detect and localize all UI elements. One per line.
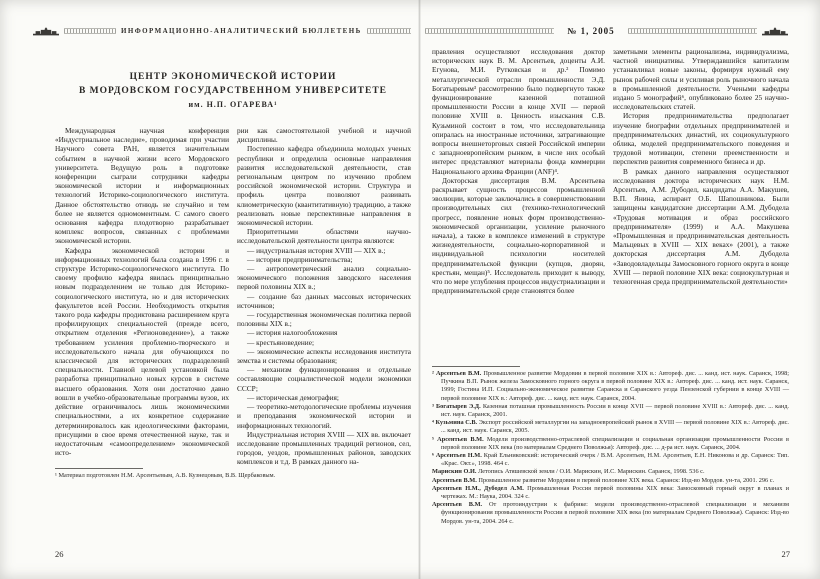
footnote-text: Экспорт российской металлургии на западноевропейский рынок в XVIII — первой половине XIX в.: Автореф. дис. ... канд. ист. наук. Саранск, 2005. — [441, 419, 789, 435]
journal-logo-icon — [762, 27, 788, 36]
footnote-text: Промышленное развитие Мордовии в первой половине XIX в.: Автореф. дис. ... канд. ист. наук. Саранск, 1998; Пучкина В.П. Рынок железа Замосковного горного округа в первой половине XIX в.: Автореф. дис. ... канд. ист. наук. Саранск, 1999; Гостина И.П. Социально-экономическое развитие Саранска и Саранского уезда Пензенской губернии в конце XVIII — первой половине XIX в.: Автореф. дис. ... канд. ист. наук. Саранск, 2004. — [441, 370, 789, 402]
footnote-text: Промышленное развитие Мордовии в первой половине XIX века. Саранск: Изд-во Мордов. ун-та, 2001. 296 с. — [476, 476, 775, 484]
article-paragraph: Кафедра экономической истории и информационных технологий была создана в 1996 г. в структуре Историко-социологического института. По своему профилю кафедра явилась принципиально новым подразделением не только для Историко-социологического института, но и для исторических факультетов всей России. Необходимость открытия такого рода кафедры продиктована расширением круга профилирующих специальностей (прежде всего, открытием отделения «Регионоведение»), а также требованием усиления проблемно-творческого и исследовательского начала для обучающихся по классической для исторических подразделений специальности. Главной целевой установкой была разработка принципиально новых курсов в системе высшего образования. Хотя они достаточно давно вошли в учебно-образовательные программы вузов, их действие ограничивалось лишь экономическими специальностями, а их конкретное содержание детерминировалось как идеологическими факторами, присущими в свое время отечественной науке, так и недостаточным «самоопределением» экономической исто- — [55, 245, 229, 458]
list-item-dash: — механизм функционирования и отдельные составляющие социалистической модели экономики СССР; — [237, 365, 411, 393]
article-title-line3: им. Н.П. ОГАРЕВА¹ — [188, 100, 278, 109]
footnote-author: Арсентьев Н.М., Дубодел А.М. — [432, 484, 524, 492]
footnote-author: ⁴ Кузьмина С.В. — [432, 419, 478, 427]
footnote-text: Казенная поташная промышленность России в конце XVII — первой половине XVIII в.: Автореф. дис. ... канд. ист. наук. Саранск, 2001. — [441, 402, 790, 419]
footnote-text: Модели производственно-отраслевой специализации и социальная организация промышленности России в первой половине XIX века (по материалам Среднего Поволжья): Автореф. дис. ... д-ра ист. наук. Саранск, 2004. — [441, 435, 789, 451]
article-paragraph: Приоритетными областями научно-исследовательской деятельности центра являются: — [237, 227, 411, 246]
footnote-entry — [432, 485, 789, 501]
article-paragraph: заметными элементы рационализма, индивидуализма, частной инициативы. Утверждавшийся капитализм устанавливал новые законы, формируя нужный ему рынок рабочей силы и усиливая роль рыночного начала в промышленной деятельности. Учеными кафедры издано 5 монографий⁶, опубликовано более 25 научно-исследовательских статей. — [613, 47, 789, 112]
footnote-entry — [432, 468, 789, 476]
footnote-author: Арсентьев В.М. — [432, 476, 477, 484]
article-paragraph: Докторская диссертация В.М. Арсентьева раскрывает сущность процессов промышленной эволюции, которые заключались в совершенствовании производительных сил (технико-технологический прогресс, появление новых форм производственно-экономической организации, усиление рыночного начала), а также в комплексе изменений в структуре жизнедеятельности, социально-корпоративной и индивидуальной психологии носителей предпринимательской функции (купцов, дворян, крестьян, мещан)⁵. Исследователь приходит к выводу, что по мере углубления процессов индустриализации и предпринимательской среде становятся более — [432, 175, 605, 296]
page27-column1 — [432, 47, 605, 365]
list-item-dash: — теоретико-методологические проблемы изучения и преподавания экономической истории и информационных технологий. — [237, 402, 411, 430]
footnote-author: ⁵ Арсентьев В.М. — [432, 435, 484, 443]
footnote-separator — [432, 366, 520, 367]
article-title-line1: ЦЕНТР ЭКОНОМИЧЕСКОЙ ИСТОРИИ — [129, 72, 337, 82]
article-title-line2: В МОРДОВСКОМ ГОСУДАРСТВЕННОМ УНИВЕРСИТЕТЕ — [78, 86, 388, 96]
footnote-author: ⁶ Арсентьев Н.М. — [432, 452, 482, 460]
footnote-author: Арсентьев В.М. — [432, 501, 483, 509]
list-item-dash: — история налогообложения — [247, 328, 338, 338]
article-paragraph: История предпринимательства предполагает изучение биографии отдельных предпринимателей и предпринимательских династий, их социокультурного облика, моделей предпринимательского поведения и трудовой мотивации, степени преемственности и перспектив развития современного бизнеса и др. — [613, 111, 789, 167]
list-item-dash: — создание баз данных массовых исторических источников; — [237, 291, 411, 310]
footnote-entry — [432, 370, 789, 403]
footnote-entry — [432, 436, 789, 452]
footnote-text: Край Ельниковский: исторический очерк / В.М. Арсентьев, Н.М. Арсентьев, Е.Н. Никонова и др. Саранск: Тип. «Крас. Окт.», 1998. 464 с. — [441, 452, 789, 468]
article-paragraph: рии как самостоятельной учебной и научной дисциплины. — [237, 126, 411, 145]
page27-footnotes — [432, 366, 789, 526]
header-rule — [64, 28, 116, 34]
page27-column2 — [613, 47, 789, 365]
page-number-26: 26 — [55, 549, 64, 559]
footnote-text: От протоиндустрии к фабрике: модели производственно-отраслевой специализации и механизм функционирования промышленности России в первой половине XIX века (по материалам Среднего Поволжья). Саранск: Изд-во Мордов. ун-та, 2004. 264 с. — [441, 501, 789, 525]
footnote-entry — [432, 419, 789, 435]
list-item-dash: — индустриальная история XVIII — XIX в.; — [247, 245, 386, 255]
footnote-entry — [432, 477, 789, 485]
article-paragraph: правления осуществляют исследования доктор исторических наук В. М. Арсентьев, доценты А.И. Егунова, М.И. Рутковская и др.² Помимо металлургической отрасли промышленности Э.Д. Богатыревым³ рассмотрению было подвергнуто также функционирование казенной поташной промышленности России в конце XVII — первой половине XVIII в. Ценность изыскания С.В. Кузьминой состоит в том, что исследовательница опиралась на иностранные источники, затрагивающие вопросы внешнеторговых связей Российской империи с западноевропейским рынком, в числе них особый интерес представляют материалы фонда коммерции Национального архива Франции (ANF)⁴. — [432, 47, 605, 176]
list-item-dash: — экономические аспекты исследования института земства и системы образования; — [237, 346, 411, 366]
article-paragraph: Индустриальная история XVIII — XIX вв. включает исследование промышленных традиций регионов, сел, городов, уездов, промышленных районов, заводских комплексов и т.д. В рамках данного на- — [237, 429, 411, 466]
issue-number: № 1, 2005 — [567, 26, 615, 36]
header-rule — [628, 28, 757, 34]
footnote-entry — [432, 501, 789, 526]
list-item-dash: — государственная экономическая политика первой половины XIX в.; — [237, 310, 411, 329]
page26-footnotes — [55, 468, 411, 480]
footnote-author: ³ Богатырев Э.Д. — [432, 402, 481, 410]
header-right — [425, 25, 788, 37]
footnote-author: ² Арсентьев В.М. — [432, 370, 482, 377]
page-gutter — [418, 0, 421, 579]
footnote-author: Марискин О.И. — [432, 468, 477, 476]
page26-column1 — [55, 126, 229, 466]
footnote-entry: ¹ Материал подготовлен Н.М. Арсентьевым, А.В. Кузнецовым, В.В. Щербаковым. — [55, 472, 276, 479]
article-paragraph: Международная научная конференция «Индустриальное наследие», проводимая при участии Научного совета РАН, является значительным событием в научной жизни всего Мордовского университета. Ведущую роль в подготовке конференции сыграли сотрудники кафедры экономической истории и информационных технологий Историко-социологического института. Данное обстоятельство отнюдь не случайно и тем более не является одномоментным. С самого своего основания кафедра плодотворно разрабатывает комплекс вопросов, связанных с проблемами экономической истории. — [55, 126, 229, 246]
list-item-dash: — крестьяноведение; — [247, 337, 314, 347]
footnote-text: Промышленная Россия первой половины XIX века: Замосковный горный округ в планах и чертежах. М.: Наука, 2004. 324 с. — [441, 484, 789, 501]
list-item-dash: — историческая демография; — [247, 392, 339, 402]
article-paragraph: Постепенно кафедра объединила молодых ученых республики и определила основные направления развития исследовательской деятельности, став региональным центром по изучению проблем российской экономической истории. Структура и профиль центра позволяют развивать клиометрическую (квантитативную) традицию, а также реализовать новые перспективные направления в экономической истории. — [237, 144, 411, 228]
header-left — [33, 25, 411, 37]
journal-logo-icon — [33, 27, 59, 36]
article-title — [55, 70, 411, 112]
article-paragraph: В рамках данного направления осуществляют исследования доктора исторических наук Н.М. Арсентьев, А.М. Дубодел, кандидаты А.А. Макушев, В.П. Янина, аспирант О.Б. Шапошникова. Были защищены кандидатские диссертации А.М. Дубодела «Трудовая мотивация и образ российского предпринимателя» (1999) и А.А. Макушева «Промышленная и предпринимательская деятельность Мальцевых в XVIII — XIX веках» (2001), а также докторская диссертация А.М. Дубодела «Заводовладельцы Замосковного горного округа в конце XVIII — первой половине XIX века: социокультурная и техногенная среда предпринимательской деятельности» — [613, 166, 789, 287]
header-rule — [425, 28, 554, 34]
page26-column2 — [237, 126, 411, 466]
footnote-text: Летопись Атяшевской земли / О.И. Марискин, И.С. Марискин. Саранск, 1998. 536 с. — [476, 468, 705, 476]
journal-title: ИНФОРМАЦИОННО-АНАЛИТИЧЕСКИЙ БЮЛЛЕТЕНЬ — [121, 27, 362, 35]
footnote-separator — [55, 468, 143, 469]
list-item-dash: — история предпринимательства; — [247, 254, 353, 264]
list-item-dash: — антропометрический анализ социально-экономического положения заводского населения первой половины XIX в.; — [237, 264, 411, 292]
page-number-27: 27 — [781, 549, 790, 559]
header-rule — [367, 28, 411, 34]
footnote-entry — [432, 403, 789, 419]
footnote-entry — [432, 452, 789, 468]
